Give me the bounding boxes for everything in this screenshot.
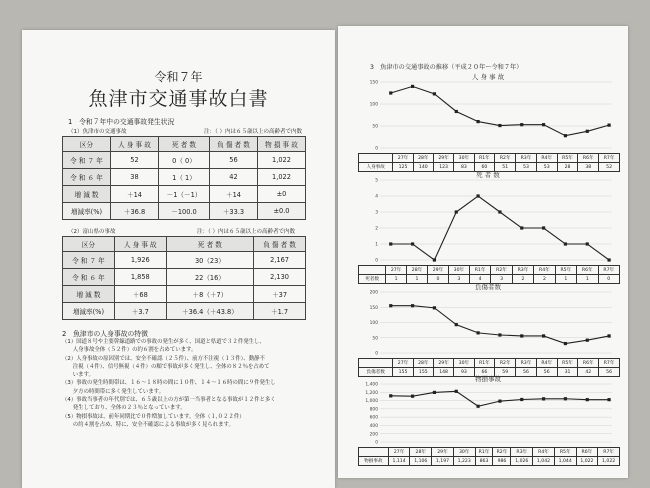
year-label: R7年: [599, 359, 620, 368]
table-cell: ±0.0: [257, 203, 305, 220]
data-label: 3: [491, 275, 512, 284]
year-label: 27年: [393, 359, 413, 368]
table-header: 死 者 数: [166, 237, 253, 252]
section-3-heading: 3 魚津市の交通事故の推移（平成２０年～令和７年）: [370, 64, 523, 71]
table-cell: [359, 266, 386, 275]
table-row: [63, 152, 306, 169]
data-point: [498, 400, 501, 403]
chart-title: 死 者 数: [476, 171, 500, 179]
table-cell: 1,022: [257, 169, 305, 186]
table-cell: 1（ 1）: [159, 169, 210, 186]
section-1-heading: 1 令和７年中の交通事故発生状況: [68, 118, 175, 126]
data-point: [564, 134, 567, 137]
year-label: R5年: [555, 266, 576, 275]
table-matsu-accidents: [62, 136, 306, 220]
data-label: 56: [536, 368, 557, 377]
year-label: 29年: [432, 448, 454, 457]
data-label: 1,026: [511, 457, 533, 466]
y-tick-label: 0: [375, 440, 378, 446]
table-row: [359, 457, 620, 466]
series-line: [391, 86, 609, 135]
data-point: [607, 398, 610, 401]
paragraph-line: （1）国道８号や主要幹線道路での事故の発生が多く、国道と県道で３２件発生し、: [62, 339, 265, 345]
data-point: [586, 130, 589, 133]
data-point: [498, 124, 501, 127]
data-label: 38: [578, 163, 599, 172]
year-label: 30年: [448, 266, 469, 275]
table-toyama-accidents: [62, 236, 306, 320]
data-label: 53: [516, 163, 537, 172]
year-label: R1年: [475, 448, 493, 457]
data-label: 1: [555, 275, 576, 284]
line-chart: [338, 374, 628, 446]
data-point: [411, 242, 414, 245]
paragraph-line: （2）人身事故の原因別では、安全不確認（２５件）、前方不注視（１３件）、動静不: [62, 355, 265, 362]
year-label: R1年: [474, 359, 495, 368]
y-tick-label: 3: [375, 210, 378, 216]
line-chart: [338, 72, 628, 152]
data-point: [586, 339, 589, 342]
data-label: 0: [598, 275, 620, 284]
table-cell: 2,167: [254, 252, 306, 269]
data-label: 1: [577, 275, 598, 284]
data-label: 52: [599, 163, 620, 172]
data-point: [498, 210, 501, 213]
data-label: 2: [534, 275, 555, 284]
year-label: R3年: [516, 154, 537, 163]
data-label: 1,106: [410, 457, 432, 466]
y-tick-label: 800: [369, 407, 378, 413]
data-point: [607, 334, 610, 337]
data-label: 59: [495, 368, 516, 377]
table-cell: [359, 359, 393, 368]
y-tick-label: 1,000: [365, 399, 378, 405]
table-cell: ＋37: [254, 286, 306, 303]
data-point: [389, 242, 392, 245]
table-row: [63, 237, 306, 252]
year-label: R5年: [557, 359, 578, 368]
table-cell: －1（－1）: [159, 186, 210, 203]
year-label: R3年: [516, 359, 537, 368]
year-label: R5年: [557, 154, 578, 163]
table-header: 人 身 事 故: [114, 237, 166, 252]
table-cell: ±0: [257, 186, 305, 203]
table-cell: ＋14: [111, 186, 159, 203]
table-cell: 42: [209, 169, 257, 186]
section-2-heading: 2 魚津市の人身事故の特徴: [62, 330, 148, 338]
chart-data-table: [358, 447, 620, 466]
data-label: 60: [474, 163, 495, 172]
data-point: [542, 397, 545, 400]
data-label: 66: [474, 368, 495, 377]
table-row: [63, 203, 306, 220]
data-point: [389, 394, 392, 397]
y-tick-label: 150: [369, 305, 378, 311]
table-row: [63, 286, 306, 303]
y-tick-label: 2: [375, 226, 378, 232]
data-point: [520, 334, 523, 337]
y-tick-label: 0: [375, 146, 378, 152]
table-cell: ＋33.3: [209, 203, 257, 220]
y-tick-label: 200: [369, 290, 378, 296]
data-point: [455, 390, 458, 393]
year-label: 27年: [386, 266, 407, 275]
table-row: [63, 137, 306, 152]
year-label: R3年: [512, 266, 533, 275]
table-cell: 増 減 数: [63, 286, 115, 303]
data-label: 93: [454, 368, 474, 377]
table-cell: 増減率(%): [63, 303, 115, 320]
year-label: 27年: [393, 154, 413, 163]
table-header: 死 者 数: [159, 137, 210, 152]
year-label: R7年: [599, 154, 620, 163]
data-point: [411, 395, 414, 398]
year-label: 28年: [413, 154, 433, 163]
data-point: [389, 304, 392, 307]
y-tick-label: 50: [372, 336, 378, 342]
data-label: 148: [433, 368, 453, 377]
data-point: [455, 210, 458, 213]
table-cell: 令 和 ６ 年: [63, 269, 115, 286]
table-1-caption: （1）魚津市の交通事故: [68, 129, 127, 135]
table-cell: 22（16）: [166, 269, 253, 286]
chart-title: 物損事故: [475, 375, 501, 383]
data-point: [433, 306, 436, 309]
table-cell: [359, 154, 393, 163]
data-label: 1,044: [554, 457, 576, 466]
data-point: [455, 323, 458, 326]
table-cell: 増 減 数: [63, 186, 111, 203]
table-cell: 1,022: [257, 152, 305, 169]
data-point: [520, 398, 523, 401]
year-label: R6年: [576, 448, 598, 457]
year-label: 30年: [454, 154, 474, 163]
year-label: R7年: [598, 448, 620, 457]
y-tick-label: 4: [375, 194, 378, 200]
paragraph-line: 注視（４件）、信号無視（４件）の順で事故が多く発生し、全体の８２％を占めて: [62, 363, 270, 370]
data-label: 1,114: [388, 457, 410, 466]
data-point: [455, 110, 458, 113]
year-label: 28年: [410, 448, 432, 457]
y-tick-label: 1,200: [365, 390, 378, 396]
data-label: 31: [557, 368, 578, 377]
year-label: R5年: [554, 448, 576, 457]
table-row: [359, 448, 620, 457]
year-label: R2年: [493, 448, 511, 457]
data-label: 42: [578, 368, 599, 377]
paragraph-line: 発生しており、全体の２３％となっています。: [62, 405, 186, 412]
series-line: [391, 391, 609, 406]
y-tick-label: 100: [369, 321, 378, 327]
table-cell: 1,858: [114, 269, 166, 286]
paragraph-line: （3）事故の発生時間帯は、１６～１８時の間に１０件、１４～１６時の間に９件発生し: [62, 380, 276, 387]
data-point: [476, 331, 479, 334]
line-chart: [338, 282, 628, 357]
features-text: [62, 338, 276, 429]
page-title: 魚津市交通事故白書: [88, 88, 269, 110]
y-tick-label: 200: [369, 432, 378, 438]
year-label: R2年: [491, 266, 512, 275]
y-tick-label: 600: [369, 415, 378, 421]
y-tick-label: 0: [375, 258, 378, 264]
line-chart: [338, 170, 628, 264]
data-label: 56: [516, 368, 537, 377]
table-row: [359, 154, 620, 163]
data-label: 140: [413, 163, 433, 172]
table-header: 物 損 事 故: [257, 137, 305, 152]
data-label: 1,223: [453, 457, 475, 466]
table-row: [63, 303, 306, 320]
table-cell: 30（23）: [166, 252, 253, 269]
data-point: [389, 91, 392, 94]
table-cell: ＋68: [114, 286, 166, 303]
data-label: 155: [413, 368, 433, 377]
data-label: 125: [393, 163, 413, 172]
table-cell: 令 和 ６ 年: [63, 169, 111, 186]
data-point: [411, 85, 414, 88]
data-label: 1,042: [533, 457, 555, 466]
table-cell: 1,926: [114, 252, 166, 269]
year-label: R4年: [536, 359, 557, 368]
year-label: R7年: [598, 266, 620, 275]
year-label: R6年: [578, 359, 599, 368]
data-label: 1,197: [432, 457, 454, 466]
data-point: [564, 242, 567, 245]
year-label: R1年: [474, 154, 495, 163]
y-tick-label: 50: [372, 124, 378, 130]
table-row: [63, 252, 306, 269]
table-cell: 56: [209, 152, 257, 169]
table-cell: 令 和 ７ 年: [63, 152, 111, 169]
data-label: 123: [433, 163, 453, 172]
data-point: [476, 194, 479, 197]
table-2-caption: （2）富山県の事故: [68, 229, 116, 235]
year-label: R4年: [533, 448, 555, 457]
data-point: [520, 123, 523, 126]
data-label: 1: [407, 275, 428, 284]
table-cell: ＋36.4（＋43.8）: [166, 303, 253, 320]
table-row: [359, 266, 620, 275]
right-page: [338, 26, 628, 478]
paragraph-line: の約４割を占め、特に、安全不確認による事故が多く見られます。: [62, 421, 234, 428]
data-point: [433, 258, 436, 261]
data-point: [542, 123, 545, 126]
data-label: 28: [557, 163, 578, 172]
paragraph-line: （4）事故当事者の年代別では、６５歳以上の方が第一当事者となる事故が１２件と多く: [62, 397, 276, 404]
data-label: 83: [454, 163, 474, 172]
paragraph-line: 夕方の時間帯に多く発生しています。: [62, 388, 164, 395]
chart-title: 負傷者数: [475, 283, 501, 291]
y-tick-label: 150: [369, 80, 378, 86]
table-cell: ＋36.8: [111, 203, 159, 220]
paragraph-line: 人身事故全体（５２件）の約６割を占めています。: [62, 347, 197, 354]
table-header: 区分: [63, 237, 115, 252]
y-tick-label: 400: [369, 424, 378, 430]
data-point: [433, 92, 436, 95]
left-page: [22, 30, 335, 488]
data-label: 3: [448, 275, 469, 284]
data-label: 1,022: [576, 457, 598, 466]
data-label: 986: [493, 457, 511, 466]
table-cell: 増減率(%): [63, 203, 111, 220]
data-label: 863: [475, 457, 493, 466]
data-point: [586, 242, 589, 245]
table-header: 区分: [63, 137, 111, 152]
data-point: [564, 397, 567, 400]
year-label: 29年: [433, 154, 453, 163]
data-point: [607, 124, 610, 127]
paragraph-line: います。: [62, 372, 94, 379]
y-tick-label: 1: [375, 242, 378, 248]
year-label: 29年: [433, 359, 453, 368]
data-label: 4: [469, 275, 490, 284]
year-label: R2年: [495, 359, 516, 368]
row-label: 人身事故: [359, 163, 393, 172]
data-point: [520, 226, 523, 229]
data-point: [476, 120, 479, 123]
table-cell: 2,130: [254, 269, 306, 286]
data-point: [564, 342, 567, 345]
table-cell: ＋14: [209, 186, 257, 203]
data-label: 2: [512, 275, 533, 284]
table-cell: 52: [111, 152, 159, 169]
table-cell: －100.0: [159, 203, 210, 220]
data-label: 1: [386, 275, 407, 284]
data-point: [411, 304, 414, 307]
table-1-note: 注：（ ）内は６５歳以上の高齢者で内数: [204, 129, 302, 135]
table-cell: ＋3.7: [114, 303, 166, 320]
row-label: 負傷者数: [359, 368, 393, 377]
year-label: R2年: [495, 154, 516, 163]
year-label: R4年: [534, 266, 555, 275]
y-tick-label: 5: [375, 178, 378, 184]
year-label: 27年: [388, 448, 410, 457]
chart-title: 人 身 事 故: [471, 73, 505, 81]
data-label: 155: [393, 368, 413, 377]
table-cell: ＋8（＋7）: [166, 286, 253, 303]
table-header: 負 傷 者 数: [254, 237, 306, 252]
table-2-note: 注：（ ）内は６５歳以上の高齢者で内数: [197, 229, 295, 235]
data-point: [607, 258, 610, 261]
year-label: R6年: [577, 266, 598, 275]
y-tick-label: 1,400: [365, 382, 378, 388]
data-point: [498, 333, 501, 336]
year-label: R1年: [469, 266, 490, 275]
year-label: 28年: [407, 266, 428, 275]
data-point: [433, 391, 436, 394]
heading-year: 令和７年: [154, 70, 203, 84]
table-row: [359, 359, 620, 368]
year-label: R3年: [511, 448, 533, 457]
year-label: 30年: [453, 448, 475, 457]
paragraph-line: （5）物損事故は、前年同期比で０件増加しています。全体（１,０２２件）: [62, 413, 245, 420]
year-label: 29年: [427, 266, 448, 275]
row-label: 死者数: [359, 275, 386, 284]
data-point: [542, 334, 545, 337]
year-label: 30年: [454, 359, 474, 368]
data-label: 56: [599, 368, 620, 377]
data-label: 1,022: [598, 457, 620, 466]
table-header: 負 傷 者 数: [209, 137, 257, 152]
data-label: 53: [536, 163, 557, 172]
data-label: 51: [495, 163, 516, 172]
year-label: 28年: [413, 359, 433, 368]
row-label: 物損事故: [359, 457, 389, 466]
y-tick-label: 0: [375, 351, 378, 357]
data-point: [586, 398, 589, 401]
table-row: [63, 169, 306, 186]
table-row: [63, 269, 306, 286]
data-label: 0: [427, 275, 448, 284]
y-tick-label: 100: [369, 102, 378, 108]
data-point: [476, 405, 479, 408]
table-cell: 0（ 0）: [159, 152, 210, 169]
table-cell: ＋1.7: [254, 303, 306, 320]
table-cell: 令 和 ７ 年: [63, 252, 115, 269]
table-header: 人 身 事 故: [111, 137, 159, 152]
table-cell: [359, 448, 389, 457]
table-cell: 38: [111, 169, 159, 186]
year-label: R4年: [536, 154, 557, 163]
table-row: [63, 186, 306, 203]
data-point: [542, 226, 545, 229]
year-label: R6年: [578, 154, 599, 163]
